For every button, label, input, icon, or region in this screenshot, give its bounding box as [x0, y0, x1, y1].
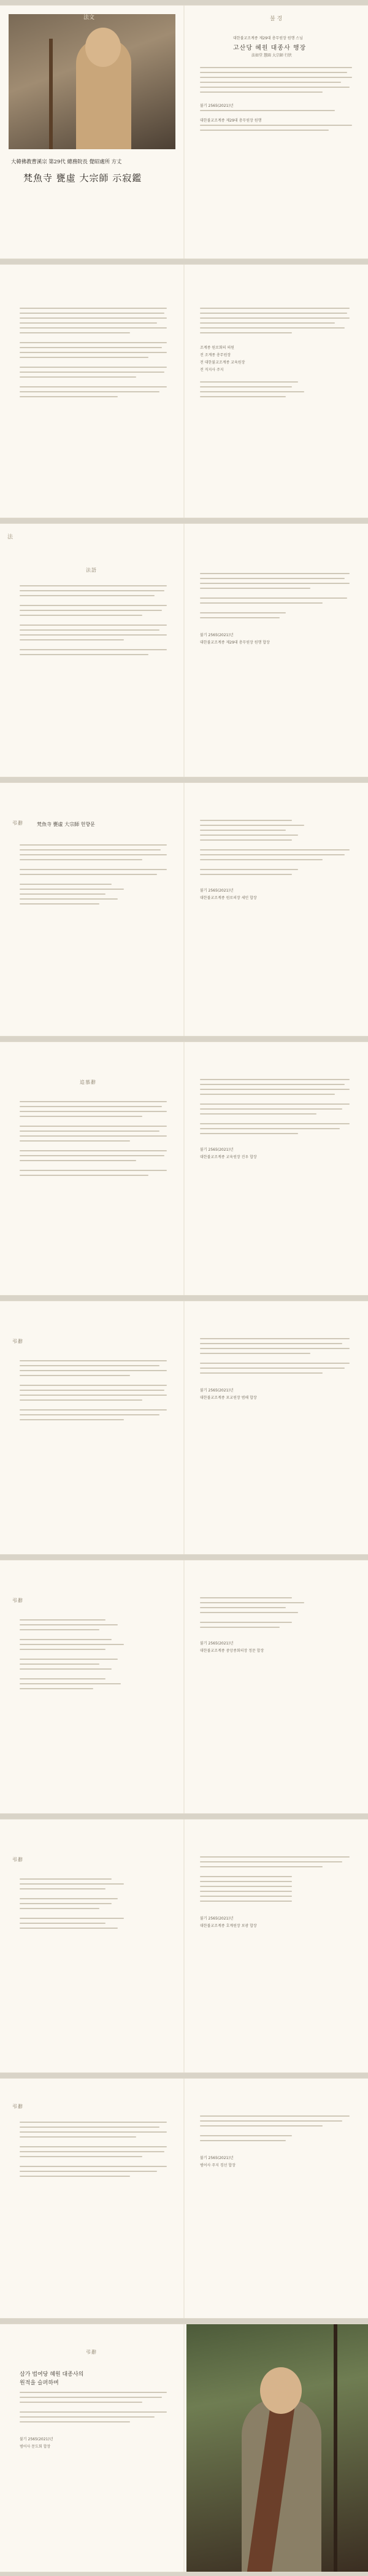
left-page-5	[0, 1042, 184, 1295]
text-line	[200, 1094, 335, 1095]
text-line	[20, 332, 130, 333]
text-line	[200, 1627, 280, 1628]
text-line	[20, 2397, 162, 2398]
sign-date: 불기 2565(2021)년	[200, 633, 234, 637]
text-line	[200, 1607, 286, 1608]
text-line	[200, 1597, 292, 1598]
left-page-4	[0, 783, 184, 1036]
text-line	[200, 1348, 350, 1349]
text-line	[20, 874, 157, 875]
left-page-2	[0, 265, 184, 518]
text-line	[200, 1861, 342, 1862]
text-line	[20, 610, 162, 611]
text-line	[20, 2176, 130, 2177]
text-line	[200, 825, 304, 826]
spread-8	[0, 1819, 368, 2073]
text-line	[20, 1629, 99, 1630]
text-line	[20, 898, 118, 900]
text-line	[200, 573, 350, 574]
text-line	[200, 874, 292, 875]
left-page-6	[0, 1301, 184, 1554]
text-line	[200, 1866, 323, 1867]
text-line	[200, 854, 345, 855]
text-line	[20, 391, 159, 392]
sign-date: 불기 2565(2021)년	[20, 2437, 53, 2442]
sign-name: 대한불교조계종 교육원장 진우 합장	[200, 1155, 257, 1159]
text-line	[20, 1908, 99, 1909]
text-line	[200, 327, 345, 329]
text-line	[200, 869, 298, 870]
calligraphy-line-2: 梵魚寺 甕虛 大宗師 示寂鑑	[23, 173, 142, 184]
text-line	[20, 1639, 112, 1640]
text-line	[20, 1923, 105, 1924]
text-line	[20, 2131, 167, 2133]
text-line	[20, 629, 159, 631]
text-line	[20, 1175, 148, 1176]
text-line	[200, 125, 352, 126]
text-line	[20, 1918, 124, 1919]
section-title: 弔辭	[12, 1598, 23, 1603]
text-line	[20, 1664, 99, 1665]
sign-name: 대한불교조계종 제29대 총무원장 원행 합장	[200, 640, 270, 645]
text-line	[200, 1881, 292, 1882]
text-line	[20, 1155, 164, 1156]
text-line	[200, 612, 286, 613]
text-line	[20, 639, 124, 640]
text-line	[20, 322, 157, 324]
text-line	[200, 110, 335, 111]
text-line	[200, 617, 280, 618]
text-line	[200, 1622, 292, 1623]
text-line	[20, 2151, 164, 2152]
text-line	[20, 1111, 167, 1112]
section-title: 追慕辭	[80, 1080, 96, 1085]
text-line	[200, 87, 350, 88]
text-line	[200, 2125, 323, 2127]
text-line	[20, 903, 99, 905]
text-line	[20, 1126, 167, 1127]
text-line	[200, 317, 350, 319]
text-line	[200, 820, 292, 821]
text-line	[20, 1414, 159, 1415]
lotus-mark-icon: 法	[7, 534, 13, 540]
text-line	[20, 649, 167, 650]
text-line	[200, 1612, 298, 1613]
text-line	[200, 1133, 298, 1134]
text-line	[200, 1368, 345, 1369]
text-line	[20, 634, 167, 636]
right-page-3	[184, 524, 368, 777]
text-line	[200, 849, 350, 850]
text-line	[20, 313, 164, 314]
text-line	[20, 376, 136, 378]
text-line	[20, 2421, 130, 2422]
text-line	[200, 1901, 292, 1902]
left-page-10	[0, 2324, 184, 2572]
text-line	[200, 1079, 350, 1080]
text-line	[200, 2140, 286, 2141]
text-line	[20, 869, 167, 870]
left-page-1	[0, 6, 184, 259]
text-line	[20, 347, 162, 348]
sign-name: 범어사 문도회 합장	[20, 2445, 51, 2449]
text-line	[200, 839, 292, 841]
text-line	[200, 859, 323, 860]
text-line	[200, 1089, 350, 1090]
role-1: 조계종 원로회의 의원	[200, 346, 234, 350]
spread-6	[0, 1301, 368, 1555]
text-line	[200, 1084, 345, 1085]
left-page-3	[0, 524, 184, 777]
text-line	[20, 1365, 159, 1366]
right-page-10	[184, 2324, 368, 2572]
sign-date: 불기 2565(2021)년	[200, 1916, 234, 1921]
text-line	[20, 1375, 130, 1376]
standing-monk-photo	[186, 2324, 368, 2572]
text-line	[20, 327, 167, 329]
text-line	[200, 130, 329, 131]
text-line	[20, 1116, 142, 1117]
left-tab: 法文	[83, 15, 95, 21]
text-line	[200, 386, 292, 387]
text-line	[20, 595, 155, 596]
spread-10	[0, 2324, 368, 2572]
text-line	[20, 396, 118, 397]
text-line	[200, 313, 347, 314]
text-line	[20, 1649, 105, 1650]
text-line	[20, 1419, 124, 1420]
spread-9	[0, 2078, 368, 2319]
text-line	[20, 372, 164, 373]
text-line	[200, 1113, 316, 1115]
right-page-8	[184, 1819, 368, 2072]
heading-line-1: 삼가 법여당 혜원 대종사의	[20, 2372, 84, 2378]
text-line	[20, 1106, 162, 1107]
right-page-4	[184, 783, 368, 1036]
spread-7	[0, 1560, 368, 1814]
text-line	[20, 1150, 167, 1151]
text-line	[20, 859, 142, 860]
text-line	[200, 578, 345, 579]
text-line	[20, 1659, 118, 1660]
text-line	[20, 1390, 164, 1391]
sign-name: 대한불교조계종 포교원장 범해 합장	[200, 1396, 257, 1400]
section-title: 弔辭	[12, 1339, 23, 1344]
text-line	[20, 317, 167, 319]
text-line	[20, 342, 167, 343]
spread-2	[0, 264, 368, 518]
right-page-9	[184, 2079, 368, 2318]
sign-name: 범어사 주지 경선 합장	[200, 2163, 236, 2168]
text-line	[200, 1372, 323, 1374]
sign-date: 불기 2565(2021)년	[200, 889, 234, 893]
text-line	[20, 844, 167, 846]
text-line	[200, 91, 323, 93]
text-line	[200, 588, 310, 589]
spread-5	[0, 1041, 368, 1296]
text-line	[200, 1363, 350, 1364]
calligraphy-line-1: 大韓佛教曹溪宗 第29代 總務院長 覺昭處所 方丈	[11, 158, 122, 165]
text-line	[200, 1338, 350, 1339]
text-line	[20, 2416, 155, 2418]
text-line	[200, 72, 347, 73]
text-line	[20, 2171, 157, 2172]
text-line	[20, 352, 167, 353]
text-line	[20, 2136, 136, 2138]
sign-date: 불기 2565(2021)년	[200, 1641, 234, 1646]
text-line	[20, 889, 124, 890]
record-title: 고산당 혜원 대종사 행장	[233, 45, 307, 52]
text-line	[20, 1619, 105, 1621]
text-line	[200, 1343, 342, 1344]
text-line	[200, 1856, 350, 1858]
monk-head	[260, 2367, 302, 2414]
spread-1	[0, 5, 368, 259]
text-line	[20, 2122, 167, 2123]
intro-line: 대한불교조계종 제29대 총무원장 원행 스님	[233, 36, 303, 41]
text-line	[20, 590, 164, 591]
text-line	[20, 1903, 112, 1904]
text-line	[200, 82, 341, 83]
text-line	[20, 2411, 167, 2413]
text-line	[20, 654, 148, 655]
text-line	[200, 830, 286, 831]
text-line	[20, 854, 167, 855]
text-line	[20, 2127, 159, 2128]
text-line	[20, 1130, 159, 1132]
footer-line-1: 불기 2565(2021)년	[200, 104, 234, 108]
text-line	[200, 597, 347, 599]
master-portrait-photo	[9, 14, 175, 149]
text-line	[20, 1140, 130, 1142]
text-line	[20, 615, 142, 616]
text-line	[20, 308, 167, 309]
text-line	[20, 357, 148, 358]
text-line	[20, 2402, 142, 2403]
text-line	[20, 1928, 118, 1929]
text-line	[200, 1896, 292, 1897]
text-line	[20, 884, 112, 885]
text-line	[200, 381, 298, 383]
text-line	[20, 1898, 118, 1899]
text-line	[20, 1878, 112, 1880]
staff	[334, 2324, 337, 2572]
right-top-mark: 불 경	[270, 16, 283, 22]
text-line	[20, 2156, 142, 2157]
text-line	[20, 1395, 167, 1396]
text-line	[20, 1683, 121, 1684]
text-line	[20, 1399, 142, 1401]
text-line	[200, 1123, 350, 1124]
sign-date: 불기 2565(2021)년	[200, 1148, 234, 1152]
sign-name: 대한불교조계종 중앙종회의장 정문 합장	[200, 1649, 264, 1653]
text-line	[20, 1135, 167, 1137]
text-line	[200, 2135, 292, 2136]
text-line	[20, 1101, 167, 1102]
sign-date: 불기 2565(2021)년	[200, 1388, 234, 1393]
sign-date: 불기 2565(2021)년	[200, 2156, 234, 2160]
text-line	[200, 2115, 350, 2117]
right-page-5	[184, 1042, 368, 1295]
text-line	[200, 1353, 310, 1354]
left-page-9	[0, 2079, 184, 2318]
section-title: 法語	[86, 567, 97, 573]
left-page-7	[0, 1560, 184, 1813]
right-page-1	[184, 6, 368, 259]
text-line	[20, 1678, 105, 1679]
text-line	[20, 386, 167, 387]
text-line	[200, 308, 350, 309]
footer-line-2: 대한불교조계종 제29대 총무원장 원행	[200, 119, 262, 123]
section-title: 弔辭	[12, 2104, 23, 2109]
spread-3	[0, 523, 368, 777]
text-line	[20, 1624, 118, 1625]
section-title: 弔辭	[86, 2349, 97, 2355]
text-line	[200, 1891, 292, 1892]
text-line	[20, 1668, 112, 1670]
text-line	[20, 2392, 167, 2393]
right-page-2	[184, 265, 368, 518]
text-line	[200, 1876, 292, 1877]
text-line	[20, 1360, 167, 1361]
text-line	[20, 605, 167, 606]
text-line	[20, 1888, 105, 1889]
right-page-6	[184, 1301, 368, 1554]
staff	[49, 39, 53, 149]
text-line	[20, 1883, 124, 1885]
sign-name: 대한불교조계종 호계원장 보광 합장	[200, 1924, 257, 1928]
section-title: 弔辭	[12, 1857, 23, 1862]
text-line	[20, 849, 161, 850]
text-line	[200, 583, 350, 584]
text-line	[200, 835, 298, 836]
role-3: 전 대한불교조계종 교육원장	[200, 360, 245, 365]
text-line	[20, 2166, 167, 2167]
text-line	[200, 1886, 292, 1887]
section-title: 弔辭	[12, 820, 23, 826]
text-line	[200, 332, 292, 333]
text-line	[200, 1602, 304, 1603]
record-subtitle: 法如堂 慧圓 大宗師 行狀	[251, 53, 292, 58]
text-line	[200, 1108, 342, 1110]
text-line	[20, 585, 167, 586]
section-subtitle: 梵魚寺 甕虛 大宗師 헌향문	[37, 822, 95, 827]
text-line	[20, 367, 167, 368]
text-line	[20, 1409, 167, 1411]
text-line	[20, 893, 105, 895]
text-line	[20, 1688, 93, 1689]
text-line	[200, 67, 352, 68]
text-line	[200, 322, 335, 324]
right-page-7	[184, 1560, 368, 1813]
heading-line-2: 원적을 슬퍼하며	[20, 2380, 59, 2386]
text-line	[20, 1385, 167, 1386]
text-line	[200, 1128, 340, 1129]
left-page-8	[0, 1819, 184, 2072]
spread-4	[0, 782, 368, 1037]
portrait-head	[85, 28, 121, 67]
text-line	[20, 1160, 136, 1161]
text-line	[200, 396, 286, 397]
text-line	[200, 391, 304, 392]
text-line	[20, 1170, 167, 1171]
text-line	[20, 1370, 167, 1371]
sign-name: 대한불교조계종 원로의장 세민 합장	[200, 896, 257, 900]
text-line	[20, 625, 167, 626]
text-line	[20, 1644, 124, 1645]
text-line	[200, 2120, 342, 2122]
role-4: 전 직지사 주지	[200, 368, 224, 372]
role-2: 전 조계종 총무원장	[200, 353, 231, 357]
text-line	[200, 602, 323, 604]
text-line	[20, 2146, 167, 2147]
text-line	[200, 77, 352, 78]
text-line	[200, 1103, 350, 1105]
